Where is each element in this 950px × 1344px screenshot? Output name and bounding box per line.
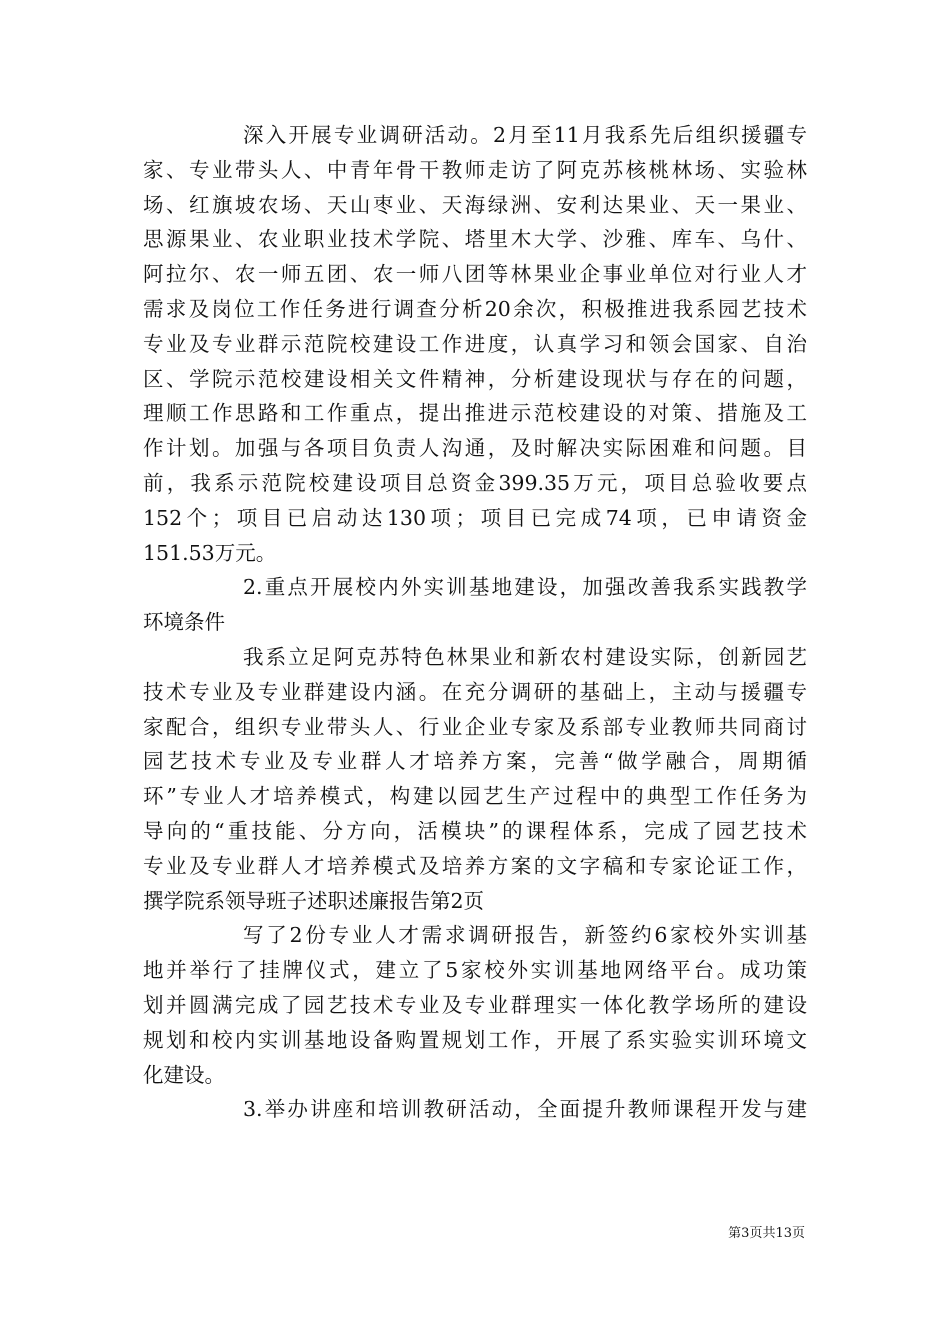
text-line: 需求及岗位工作任务进行调查分析20余次，积极推进我系园艺技术 xyxy=(143,296,807,321)
text-line: 阿拉尔、农一师五团、农一师八团等林果业企事业单位对行业人才 xyxy=(143,262,807,287)
text-line: 专业及专业群示范院校建设工作进度，认真学习和领会国家、自治 xyxy=(143,331,807,356)
text-line: 区、学院示范校建设相关文件精神，分析建设现状与存在的问题， xyxy=(143,366,807,391)
text-line: 前，我系示范院校建设项目总资金399.35万元，项目总验收要点 xyxy=(143,470,807,495)
text-line: 导向的“重技能、分方向，活模块”的课程体系，完成了园艺技术 xyxy=(143,818,807,843)
text-line: 场、红旗坡农场、天山枣业、天海绿洲、安利达果业、天一果业、 xyxy=(143,192,807,217)
text-line: 家、专业带头人、中青年骨干教师走访了阿克苏核桃林场、实验林 xyxy=(143,157,807,182)
text-line: 151.53万元。 xyxy=(143,540,277,565)
text-line: 家配合，组织专业带头人、行业企业专家及系部专业教师共同商讨 xyxy=(143,714,807,739)
text-line: 理顺工作思路和工作重点，提出推进示范校建设的对策、措施及工 xyxy=(143,401,807,426)
text-line: 环境条件 xyxy=(143,610,225,635)
text-line: 写了2份专业人才需求调研报告，新签约6家校外实训基 xyxy=(243,923,807,948)
text-line: 撰学院系领导班子述职述廉报告第2页 xyxy=(143,888,485,913)
text-line: 2.重点开展校内外实训基地建设，加强改善我系实践教学 xyxy=(243,575,807,600)
text-line: 3.举办讲座和培训教研活动，全面提升教师课程开发与建 xyxy=(243,1097,807,1122)
text-line: 深入开展专业调研活动。2月至11月我系先后组织援疆专 xyxy=(243,123,807,147)
text-line: 技术专业及专业群建设内涵。在充分调研的基础上，主动与援疆专 xyxy=(143,679,807,704)
text-line: 地并举行了挂牌仪式，建立了5家校外实训基地网络平台。成功策 xyxy=(143,958,807,983)
text-line: 152个；项目已启动达130项；项目已完成74项，已申请资金 xyxy=(143,505,807,530)
text-line: 环”专业人才培养模式，构建以园艺生产过程中的典型工作任务为 xyxy=(143,784,807,809)
text-line: 化建设。 xyxy=(143,1062,225,1087)
document-body xyxy=(143,118,807,1127)
text-line: 园艺技术专业及专业群人才培养方案，完善“做学融合，周期循 xyxy=(143,749,807,774)
text-line: 作计划。加强与各项目负责人沟通，及时解决实际困难和问题。目 xyxy=(143,436,807,461)
text-line: 我系立足阿克苏特色林果业和新农村建设实际，创新园艺 xyxy=(243,644,807,669)
text-line: 思源果业、农业职业技术学院、塔里木大学、沙雅、库车、乌什、 xyxy=(143,227,807,252)
text-line: 规划和校内实训基地设备购置规划工作，开展了系实验实训环境文 xyxy=(143,1027,807,1052)
page-number-footer: 第3页共13页 xyxy=(728,1226,805,1241)
text-line: 划并圆满完成了园艺技术专业及专业群理实一体化教学场所的建设 xyxy=(143,992,807,1017)
text-line: 专业及专业群人才培养模式及培养方案的文字稿和专家论证工作， xyxy=(143,853,807,878)
